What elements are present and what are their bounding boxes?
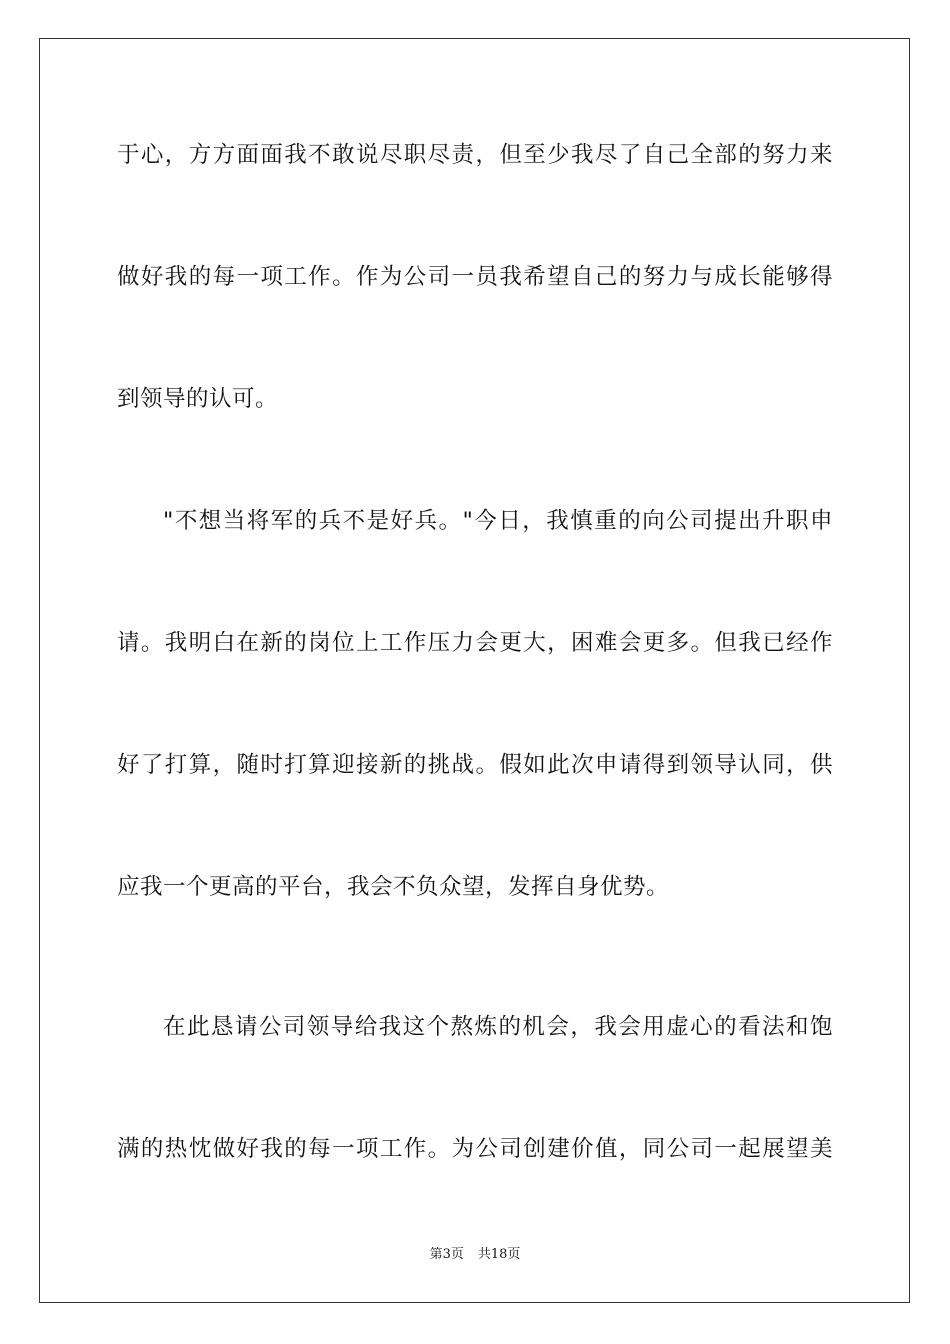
- body-text-line-8: 在此恳请公司领导给我这个熬炼的机会，我会用虚心的看法和饱: [163, 1014, 833, 1040]
- body-text-line-7: 应我一个更高的平台，我会不负众望，发挥自身优势。: [117, 874, 670, 900]
- body-text-line-1: 于心，方方面面我不敢说尽职尽责，但至少我尽了自己全部的努力来: [117, 142, 833, 168]
- body-text-line-5: 请。我明白在新的岗位上工作压力会更大，困难会更多。但我已经作: [117, 630, 833, 656]
- body-text-line-9: 满的热忱做好我的每一项工作。为公司创建价值，同公司一起展望美: [117, 1136, 833, 1162]
- body-text-line-6: 好了打算，随时打算迎接新的挑战。假如此次申请得到领导认同，供: [117, 752, 833, 778]
- total-pages-label: 共18页: [477, 1247, 521, 1262]
- page-border: [39, 38, 910, 1303]
- body-text-line-2: 做好我的每一项工作。作为公司一员我希望自己的努力与成长能够得: [117, 264, 833, 290]
- body-text-line-4: "不想当将军的兵不是好兵。"今日，我慎重的向公司提出升职申: [163, 508, 833, 534]
- page-footer: [0, 1246, 950, 1264]
- body-text-line-3: 到领导的认可。: [117, 386, 279, 412]
- page-number-label: 第3页: [429, 1247, 464, 1262]
